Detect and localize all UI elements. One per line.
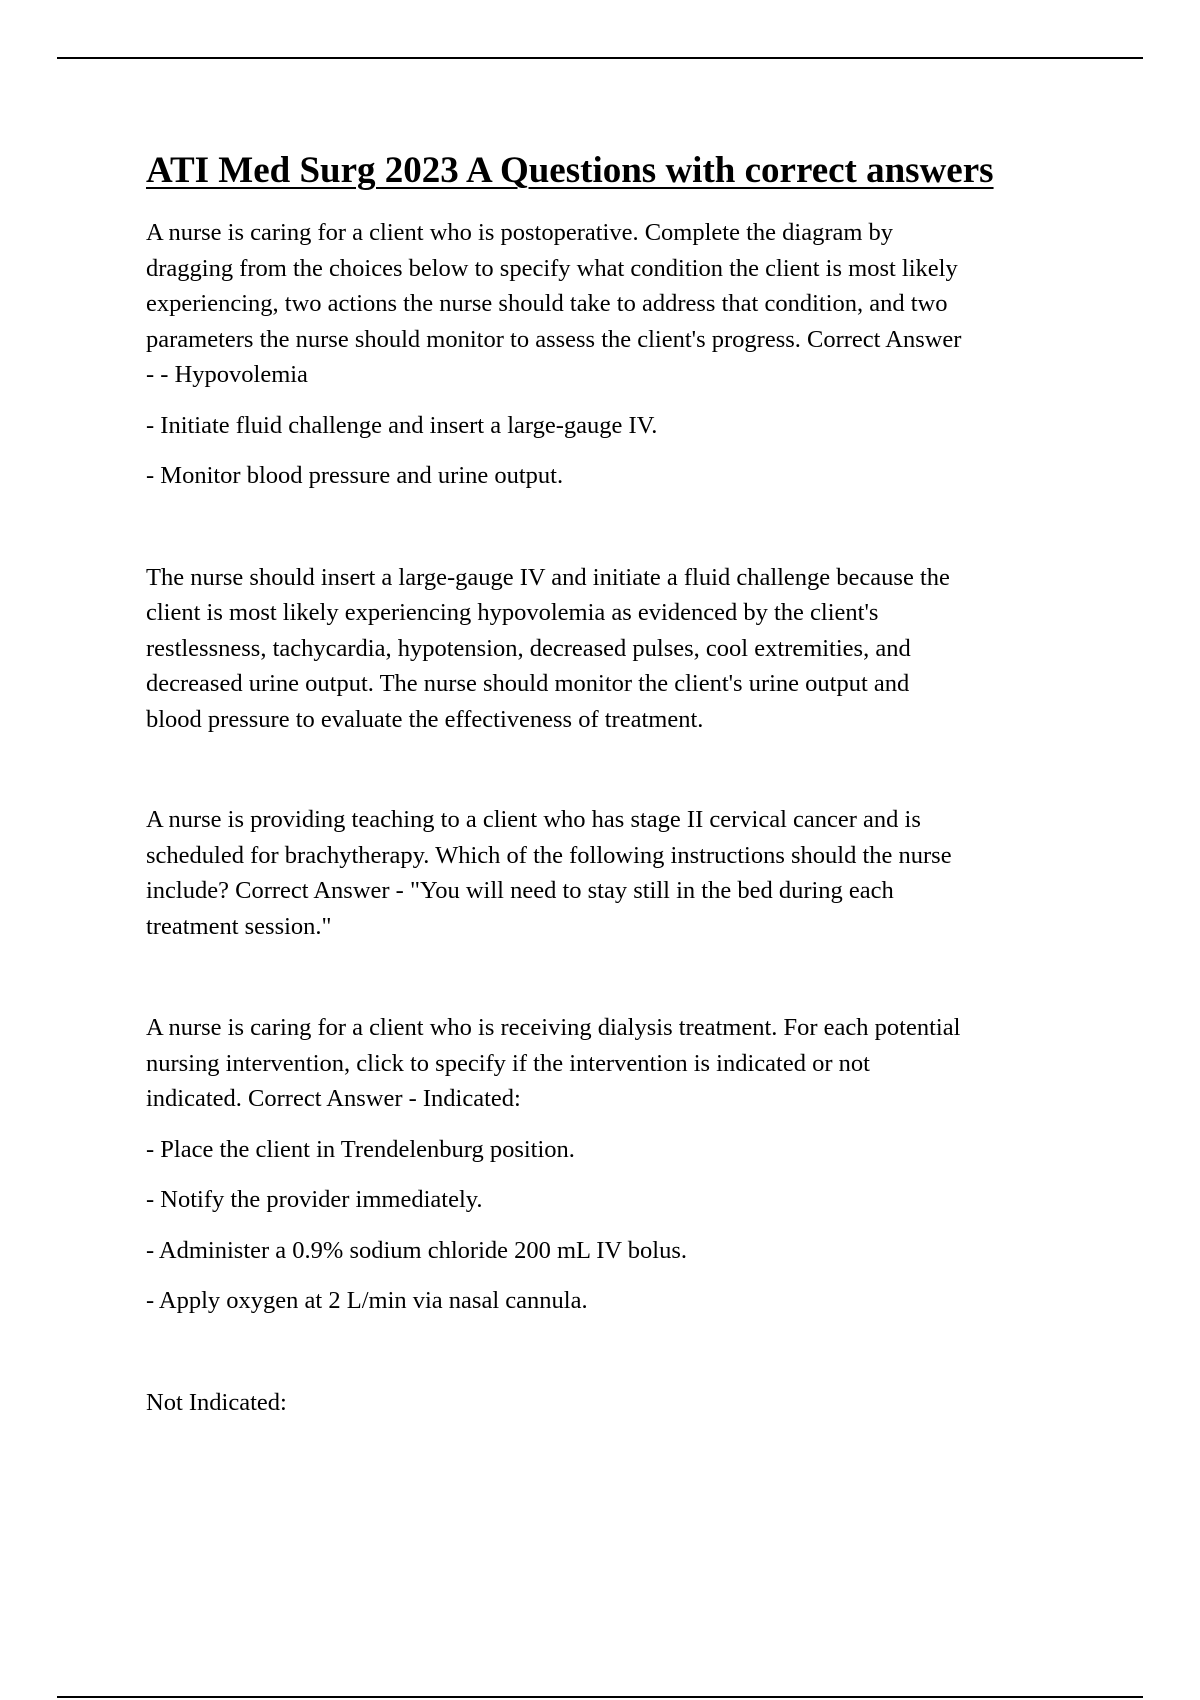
q2-line: scheduled for brachytherapy. Which of the following instructions should the nurse [146,841,952,869]
q1-question-line: - - Hypovolemia [146,361,308,388]
q3-not-indicated-label: Not Indicated: [146,1388,287,1416]
spacer [146,1319,1096,1385]
q1-rationale-line: client is most likely experiencing hypovolemia as evidenced by the client's [146,599,879,626]
q1-question-line: parameters the nurse should monitor to assess the client's progress. Correct Answer [146,325,962,353]
q3-line: nursing intervention, click to specify if the intervention is indicated or not [146,1049,870,1077]
document-page [146,146,1096,1420]
q3-question [146,1010,1096,1117]
spacer [146,737,1096,802]
q1-answer-2: - Monitor blood pressure and urine output. [146,462,564,489]
q1-rationale [146,560,1096,738]
q3-indicated-item: - Administer a 0.9% sodium chloride 200 mL IV bolus. [146,1236,687,1264]
q2-line: treatment session." [146,912,332,940]
q2-line: include? Correct Answer - "You will need to stay still in the bed during each [146,877,894,904]
q3-indicated-item: - Apply oxygen at 2 L/min via nasal cannula. [146,1287,588,1314]
q1-rationale-line: blood pressure to evaluate the effectiveness of treatment. [146,705,704,733]
q1-rationale-line: The nurse should insert a large-gauge IV and initiate a fluid challenge because the [146,563,950,591]
q3-indicated-item: - Notify the provider immediately. [146,1186,483,1213]
q2-line: A nurse is providing teaching to a client who has stage II cervical cancer and is [146,806,921,833]
spacer [146,494,1096,560]
q1-question-line: experiencing, two actions the nurse should take to address that condition, and two [146,290,948,317]
q1-rationale-line: decreased urine output. The nurse should monitor the client's urine output and [146,670,910,697]
q2-question [146,802,1096,944]
bottom-rule [57,1696,1143,1698]
document-title: ATI Med Surg 2023 A Questions with correct answers [146,150,994,191]
q1-question-line: dragging from the choices below to specify what condition the client is most likely [146,254,958,282]
q1-rationale-line: restlessness, tachycardia, hypotension, decreased pulses, cool extremities, and [146,634,911,662]
q3-line: A nurse is caring for a client who is receiving dialysis treatment. For each potential [146,1014,961,1041]
spacer [146,944,1096,1010]
q1-question-line: A nurse is caring for a client who is postoperative. Complete the diagram by [146,219,894,246]
top-rule [57,57,1143,59]
q3-line: indicated. Correct Answer - Indicated: [146,1085,521,1112]
q3-indicated-item: - Place the client in Trendelenburg position. [146,1135,575,1163]
q1-answer-1: - Initiate fluid challenge and insert a large-gauge IV. [146,411,658,439]
q1-question [146,215,1096,393]
